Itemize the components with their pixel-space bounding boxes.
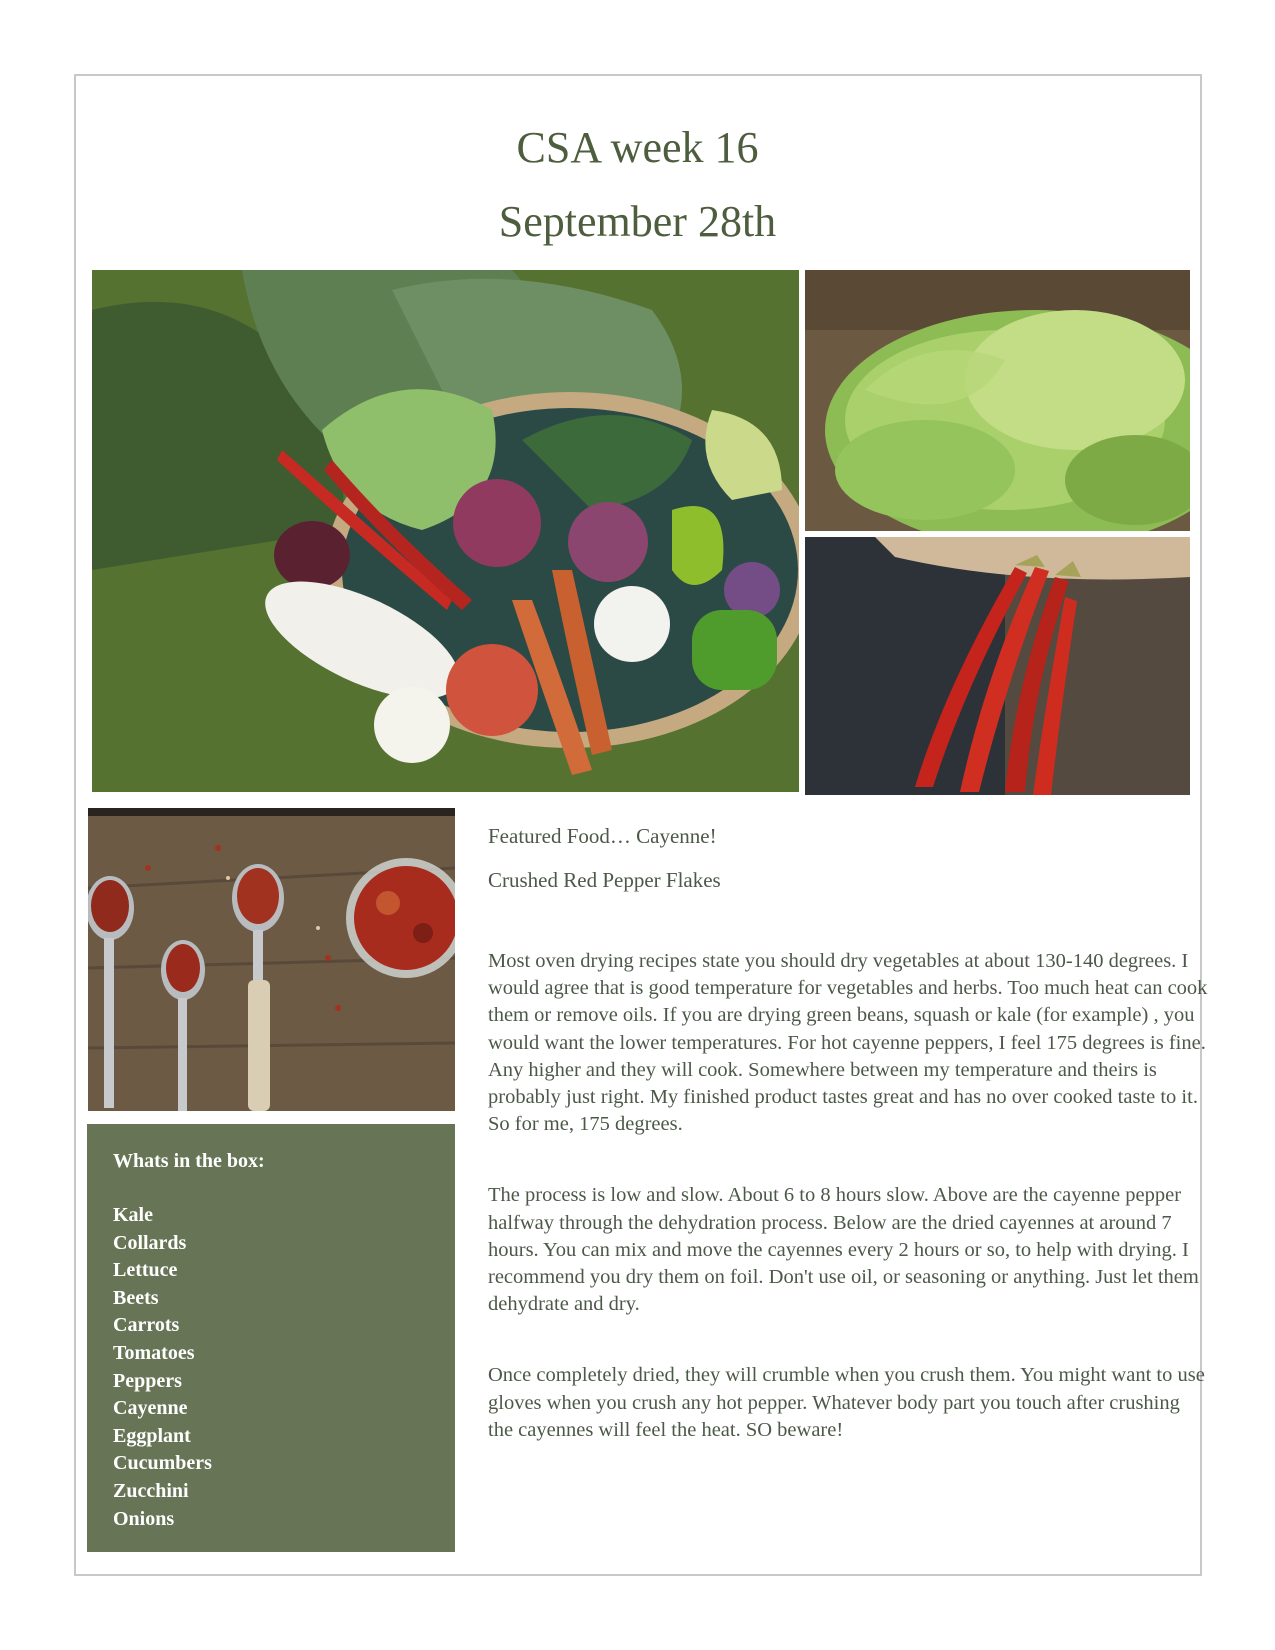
- list-item: Onions: [113, 1507, 175, 1530]
- lettuce-photo: [805, 270, 1190, 531]
- list-item: Lettuce: [113, 1259, 178, 1282]
- page-date: September 28th: [498, 197, 777, 246]
- box-heading: Whats in the box:: [113, 1150, 265, 1172]
- list-item: Carrots: [113, 1314, 180, 1337]
- page-title: CSA week 16: [516, 123, 759, 172]
- list-item: Kale: [113, 1204, 153, 1226]
- article-paragraph: The process is low and slow. About 6 to 8 hours slow. Above are the cayenne pepper halfway through the dehydration process. Below are the dried cayennes at around 7 hours. You can mix and move the cayennes every 2 hours or so, to help with drying. I recommend you dry them on foil. Don't use oil, or seasoning or anything. Just let them dehydrate and dry.: [488, 1184, 1199, 1316]
- box-contents-panel: [87, 1124, 455, 1552]
- list-item: Cayenne: [113, 1397, 188, 1420]
- featured-food-article: [488, 822, 1208, 1444]
- list-item: Zucchini: [113, 1479, 189, 1502]
- box-item-list: [113, 1202, 455, 1533]
- list-item: Collards: [113, 1231, 187, 1254]
- list-item: Peppers: [113, 1369, 182, 1392]
- vegetable-basket-photo: [92, 270, 799, 792]
- article-paragraph: Once completely dried, they will crumble when you crush them. You might want to use gloves when you crush any hot pepper. Whatever body part you touch after crushing the cayennes will feel the heat. SO beware!: [488, 1364, 1205, 1441]
- list-item: Tomatoes: [113, 1341, 195, 1364]
- article-paragraph: Most oven drying recipes state you should dry vegetables at about 130-140 degrees. I would agree that is good temperature for vegetables and herbs. Too much heat can cook them or remove oils. If you are drying green beans, squash or kale (for example) , you would want the lower temperatures. For hot cayenne peppers, I feel 175 degrees is fine. Any higher and they will cook. Somewhere between my temperature and theirs is probably just right. My finished product tastes great and has no over cooked taste to it. So for me, 175 degrees.: [488, 950, 1208, 1136]
- list-item: Cucumbers: [113, 1452, 212, 1475]
- article-subtitle: Crushed Red Pepper Flakes: [488, 868, 721, 892]
- cayenne-peppers-photo: [805, 537, 1190, 795]
- list-item: Eggplant: [113, 1424, 191, 1447]
- featured-food-heading: Featured Food… Cayenne!: [488, 824, 717, 848]
- list-item: Beets: [113, 1286, 159, 1309]
- pepper-flakes-spoons-photo: [88, 808, 455, 1111]
